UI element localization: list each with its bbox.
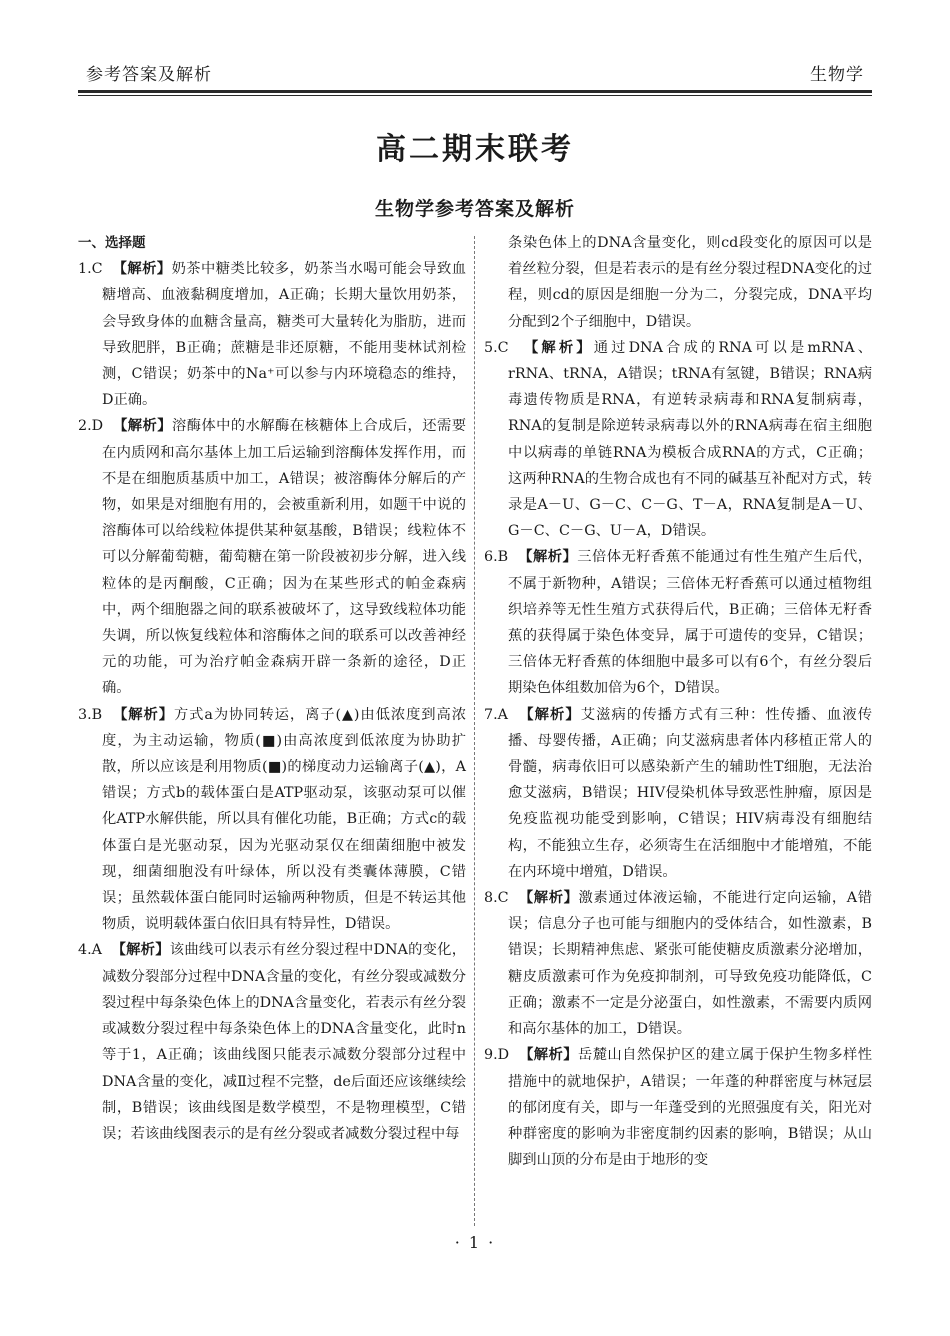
analysis-tag: 【解析】	[111, 942, 170, 959]
question-item	[484, 1042, 872, 1173]
page-header	[78, 58, 872, 88]
question-item	[484, 544, 872, 701]
question-number: 8.C	[484, 890, 509, 907]
question-item	[78, 702, 466, 938]
page-number: · 1 ·	[454, 1233, 496, 1252]
analysis-text: 艾滋病的传播方式有三种：性传播、血液传播、母婴传播，A正确；向艾滋病患者体内移植正常人的骨髓，病毒依旧可以感染新产生的辅助性T细胞，无法治愈艾滋病，B错误；HIV侵染机体导致恶性肿瘤，原因是免疫监视功能受到影响，C错误；HIV病毒没有细胞结构，不能独立生存，必须寄生在活细胞中才能增殖，不能在内环境中增殖，D错误。	[508, 706, 873, 880]
question-item	[484, 702, 872, 885]
header-left-text: 参考答案及解析	[86, 65, 212, 85]
document-subtitle: 生物学参考答案及解析	[374, 198, 575, 220]
question-item	[484, 885, 872, 1042]
question-number: 4.A	[78, 942, 102, 959]
right-column	[484, 230, 872, 1173]
question-number: 5.C	[484, 339, 509, 356]
analysis-tag: 【解析】	[113, 418, 172, 435]
question-number: 2.D	[78, 418, 104, 435]
analysis-tag: 【解析】	[518, 890, 579, 907]
analysis-tag: 【解析】	[113, 706, 174, 723]
analysis-text: 岳麓山自然保护区的建立属于保护生物多样性措施中的就地保护，A错误；一年蓬的种群密度与林冠层的郁闭度有关，即与一年蓬受到的光照强度有关，阳光对种群密度的影响为非密度制约因素的影响，B错误；从山脚到山顶的分布是由于地形的变	[508, 1047, 873, 1169]
analysis-text: 激素通过体液运输，不能进行定向运输，A错误；信息分子也可能与细胞内的受体结合，如性激素，B错误；长期精神焦虑、紧张可能使糖皮质激素分泌增加，糖皮质激素可作为免疫抑制剂，可导致免疫功能降低，C正确；激素不一定是分泌蛋白，如性激素，不需要内质网和高尔基体的加工，D错误。	[508, 890, 873, 1038]
question-number: 1.C	[78, 261, 103, 278]
question-number: 9.D	[484, 1047, 510, 1064]
analysis-text: 三倍体无籽香蕉不能通过有性生殖产生后代，不属于新物种，A错误；三倍体无籽香蕉可以通过植物组织培养等无性生殖方式获得后代，B正确；三倍体无籽香蕉的获得属于染色体变异，属于可遗传的变异，C错误；三倍体无籽香蕉的体细胞中最多可以有6个，有丝分裂后期染色体组数加倍为6个，D错误。	[508, 549, 873, 697]
question-item	[78, 937, 466, 1147]
header-right-text: 生物学	[810, 65, 864, 85]
question-number: 3.B	[78, 706, 103, 723]
header-rule	[78, 90, 872, 93]
question-number: 7.A	[484, 706, 508, 723]
section-heading: 一、选择题	[78, 235, 146, 251]
analysis-text: 通过DNA合成的RNA可以是mRNA、rRNA、tRNA，A错误；tRNA有氢键，B错误；RNA病毒遗传物质是RNA，有逆转录病毒和RNA复制病毒，RNA的复制是除逆转录病毒以外的RNA病毒在宿主细胞中以病毒的单链RNA为模板合成RNA的方式，C正确；这两种RNA的生物合成也有不同的碱基互补配对方式，转录是A－U、G－C、C－G、T－A，RNA复制是A－U、G－C、C－G、U－A，D错误。	[508, 339, 872, 540]
question-item	[78, 256, 466, 413]
analysis-tag: 【解析】	[519, 1047, 578, 1064]
continued-text: 条染色体上的DNA含量变化，则cd段变化的原因可以是着丝粒分裂，但是若表示的是有丝分裂过程DNA变化的过程，则cd的原因是细胞一分为二，分裂完成，DNA平均分配到2个子细胞中，D错误。	[508, 235, 872, 330]
analysis-tag: 【解析】	[112, 261, 172, 278]
analysis-text: 溶酶体中的水解酶在核糖体上合成后，还需要在内质网和高尔基体上加工后运输到溶酶体发挥作用，而不是在细胞质基质中加工，A错误；被溶酶体分解后的产物，如果是对细胞有用的，会被重新利用，如题干中说的溶酶体可以给线粒体提供某种氨基酸，B错误；线粒体不可以分解葡萄糖，葡萄糖在第一阶段被初步分解，进入线粒体的是丙酮酸，C正确；因为在某些形式的帕金森病中，两个细胞器之间的联系被破坏了，这导致线粒体功能失调，所以恢复线粒体和溶酶体之间的联系可以改善神经元的功能，可为治疗帕金森病开辟一条新的途径，D正确。	[102, 418, 467, 697]
analysis-text: 该曲线可以表示有丝分裂过程中DNA的变化，减数分裂部分过程中DNA含量的变化，有丝分裂或减数分裂过程中每条染色体上的DNA含量变化，若表示有丝分裂或减数分裂过程中每条染色体上的DNA含量变化，此时n等于1，A正确；该曲线图只能表示减数分裂部分过程中DNA含量的变化，减Ⅱ过程不完整，de后面还应该继续绘制，B错误；该曲线图是数学模型，不是物理模型，C错误；若该曲线图表示的是有丝分裂或者减数分裂过程中每	[102, 942, 467, 1142]
analysis-tag: 【解析】	[518, 549, 578, 566]
analysis-tag: 【解析】	[519, 706, 581, 723]
question-number: 6.B	[484, 549, 509, 566]
analysis-text: 方式a为协同转运，离子(▲)由低浓度到高浓度，为主动运输，物质(■)由高浓度到低浓度为协助扩散，所以应该是利用物质(■)的梯度动力运输离子(▲)，A错误；方式b的载体蛋白是ATP驱动泵，该驱动泵可以催化ATP水解供能，所以具有催化功能，B正确；方式c的载体蛋白是光驱动泵，因为光驱动泵仅在细菌细胞中被发现，细菌细胞没有叶绿体，所以没有类囊体薄膜，C错误；虽然载体蛋白能同时运输两种物质，但是不转运其他物质，说明载体蛋白依旧具有特异性，D错误。	[102, 706, 467, 933]
column-divider	[474, 236, 475, 1226]
left-column	[78, 230, 466, 1147]
document-title: 高二期末联考	[376, 132, 574, 167]
question-item	[78, 413, 466, 701]
analysis-tag: 【解析】	[523, 339, 594, 356]
header-rule-thin	[78, 95, 872, 96]
analysis-text: 奶茶中糖类比较多，奶茶当水喝可能会导致血糖增高、血液黏稠度增加，A正确；长期大量饮用奶茶，会导致身体的血糖含量高，糖类可大量转化为脂肪，进而导致肥胖，B正确；蔗糖是非还原糖，不能用斐林试剂检测，C错误；奶茶中的Na⁺可以参与内环境稳态的维持，D正确。	[102, 261, 467, 409]
question-item	[484, 335, 872, 545]
